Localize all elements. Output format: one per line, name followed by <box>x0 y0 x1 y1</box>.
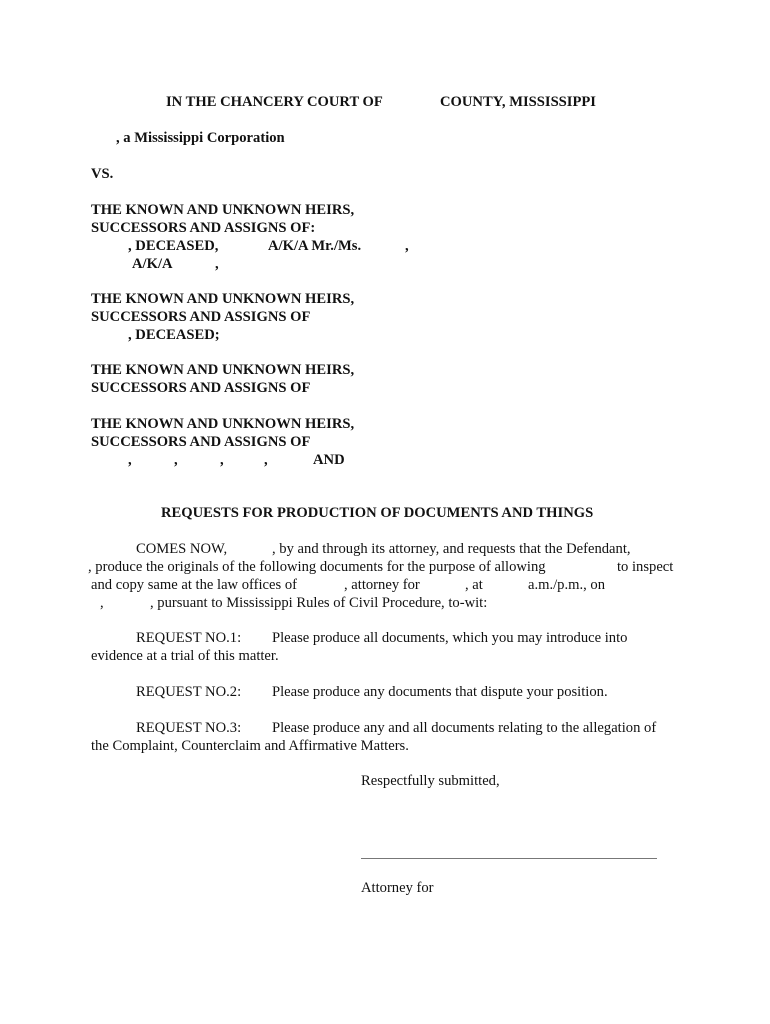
plaintiff-line: , a Mississippi Corporation <box>116 130 285 146</box>
intro-line-4: , pursuant to Mississippi Rules of Civil Procedure, to-wit: <box>150 595 488 611</box>
request-1-label: REQUEST NO.1: <box>136 630 242 646</box>
defendant-block-4-comma-2: , <box>174 452 178 468</box>
request-1-text: Please produce all documents, which you may introduce into <box>272 630 628 646</box>
versus-label: VS. <box>91 166 114 182</box>
defendant-block-1-aka-2: A/K/A <box>132 256 173 272</box>
defendant-block-4-comma-4: , <box>264 452 268 468</box>
defendant-block-1-aka: A/K/A Mr./Ms. <box>268 238 362 254</box>
defendant-block-1-deceased: , DECEASED, <box>128 238 219 254</box>
court-name-left: IN THE CHANCERY COURT OF <box>166 94 383 110</box>
closing-respectfully-submitted: Respectfully submitted, <box>361 773 500 789</box>
intro-line-3-attorney: , attorney for <box>344 577 420 593</box>
defendant-block-2-line-1: THE KNOWN AND UNKNOWN HEIRS, <box>91 291 355 307</box>
request-3-label: REQUEST NO.3: <box>136 720 242 736</box>
defendant-block-4-comma-3: , <box>220 452 224 468</box>
defendant-block-2-deceased: , DECEASED; <box>128 327 220 343</box>
intro-line-3-at: , at <box>465 577 483 593</box>
defendant-block-1-line-1: THE KNOWN AND UNKNOWN HEIRS, <box>91 202 355 218</box>
document-title: REQUESTS FOR PRODUCTION OF DOCUMENTS AND THINGS <box>161 505 594 521</box>
defendant-block-4-line-1: THE KNOWN AND UNKNOWN HEIRS, <box>91 416 355 432</box>
signature-line <box>361 858 657 859</box>
court-name-right: COUNTY, MISSISSIPPI <box>440 94 596 110</box>
defendant-block-4-comma-1: , <box>128 452 132 468</box>
intro-line-3-offices: and copy same at the law offices of <box>91 577 297 593</box>
defendant-block-4-line-2: SUCCESSORS AND ASSIGNS OF <box>91 434 311 450</box>
defendant-block-3-line-1: THE KNOWN AND UNKNOWN HEIRS, <box>91 362 355 378</box>
intro-line-3-time: a.m./p.m., on <box>528 577 606 593</box>
attorney-for-label: Attorney for <box>361 880 434 896</box>
intro-line-1: , by and through its attorney, and requests that the Defendant, <box>272 541 631 557</box>
intro-line-2-end: to inspect <box>617 559 674 575</box>
intro-comes-now: COMES NOW, <box>136 541 228 557</box>
intro-line-4-comma: , <box>100 595 104 611</box>
defendant-block-1-line-2: SUCCESSORS AND ASSIGNS OF: <box>91 220 316 236</box>
request-2-text: Please produce any documents that dispute your position. <box>272 684 608 700</box>
request-1-continuation: evidence at a trial of this matter. <box>91 648 279 664</box>
defendant-block-2-line-2: SUCCESSORS AND ASSIGNS OF <box>91 309 311 325</box>
request-3-continuation: the Complaint, Counterclaim and Affirmative Matters. <box>91 738 409 754</box>
defendant-block-1-comma: , <box>405 238 409 254</box>
defendant-block-1-comma-2: , <box>215 256 219 272</box>
defendant-block-4-and: AND <box>313 452 345 468</box>
intro-line-2: , produce the originals of the following documents for the purpose of allowing <box>88 559 546 575</box>
defendant-block-3-line-2: SUCCESSORS AND ASSIGNS OF <box>91 380 311 396</box>
request-3-text: Please produce any and all documents relating to the allegation of <box>272 720 657 736</box>
request-2-label: REQUEST NO.2: <box>136 684 242 700</box>
